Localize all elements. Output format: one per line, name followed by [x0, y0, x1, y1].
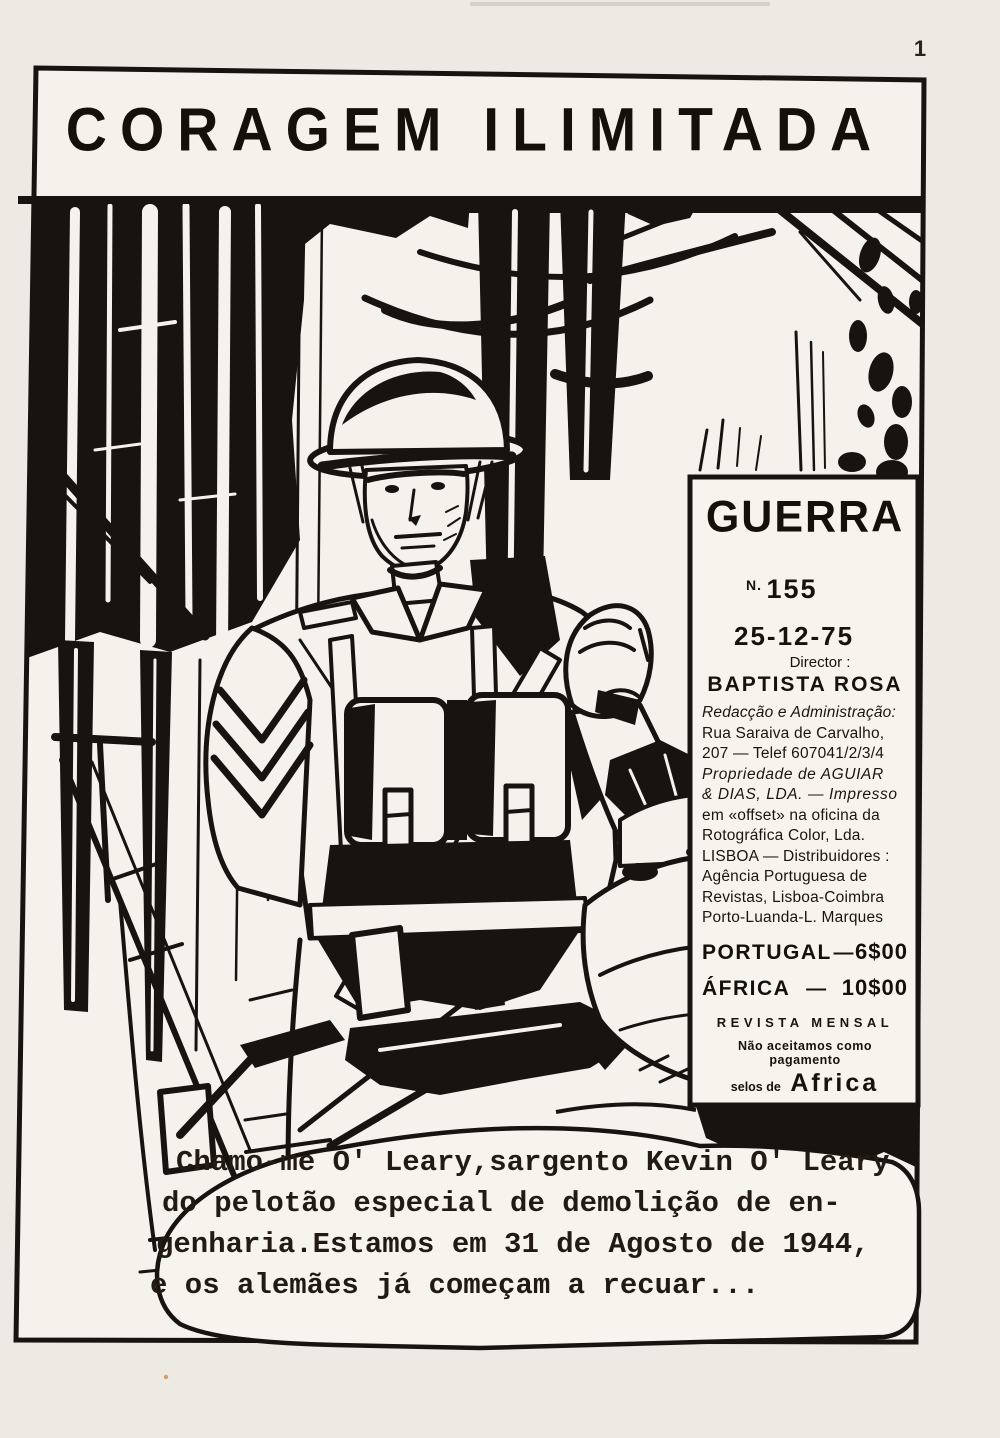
publication-info-box: [690, 479, 918, 1103]
address-line: Porto-Luanda-L. Marques: [702, 909, 884, 926]
price-row-africa: [702, 975, 908, 1001]
page-number: 1: [913, 36, 927, 61]
price-value: 6$00: [855, 938, 908, 964]
address-line: & DIAS, LDA. — Impresso: [702, 786, 898, 803]
payment-note-prefix: selos de: [730, 1079, 781, 1094]
address-line: LISBOA — Distribuidores :: [702, 847, 890, 865]
speech-line: genharia.Estamos em 31 de Agosto de 1944,: [156, 1228, 870, 1261]
issue-date: 25-12-75: [734, 621, 855, 651]
address-line: Rotográfica Color, Lda.: [702, 827, 866, 844]
price-region: PORTUGAL: [702, 940, 832, 964]
payment-note: Não aceitamos como pagamento: [737, 1038, 873, 1067]
page-title: CORAGEM ILIMITADA: [65, 95, 885, 165]
issue-number-row: [702, 574, 908, 605]
speech-line: Chamo-me O' Leary,sargento Kevin O' Leary: [176, 1146, 890, 1179]
address-line: Agência Portuguesa de: [702, 868, 868, 885]
price-dash: —: [833, 941, 854, 964]
price-region: ÁFRICA: [702, 976, 791, 1000]
magazine-title: GUERRA: [705, 492, 905, 542]
price-dash: —: [806, 977, 827, 1000]
address-line: Propriedade de AGUIAR: [702, 765, 884, 783]
price-value: 10$00: [841, 974, 908, 1000]
africa-stamp-text: Africa: [790, 1068, 880, 1097]
title-separator: [18, 196, 922, 204]
address-line: 207 — Telef 607041/2/3/4: [702, 745, 885, 762]
payment-note-2: [702, 1069, 908, 1098]
director-label: Director :: [789, 654, 851, 671]
address-line: em «offset» na oficina da: [702, 806, 880, 824]
address-line: Revistas, Lisboa-Coimbra: [702, 888, 885, 906]
address-line: Redacção e Administração:: [702, 704, 896, 721]
issue-label: N.: [746, 577, 762, 593]
ammo-pouches: [347, 695, 568, 848]
issue-number: 155: [766, 574, 818, 604]
speech-line: do pelotão especial de demolição de en-: [162, 1187, 841, 1220]
frequency-label: REVISTA MENSAL: [716, 1014, 894, 1030]
address-line: Rua Saraiva de Carvalho,: [702, 724, 885, 742]
speech-bubble: [150, 1142, 922, 1306]
canteen: [352, 928, 408, 1018]
director-name: BAPTISTA ROSA: [707, 673, 903, 696]
address-block: [702, 703, 908, 929]
speech-line: e os alemães já começam a recuar...: [150, 1269, 760, 1302]
price-row-portugal: [702, 939, 908, 965]
